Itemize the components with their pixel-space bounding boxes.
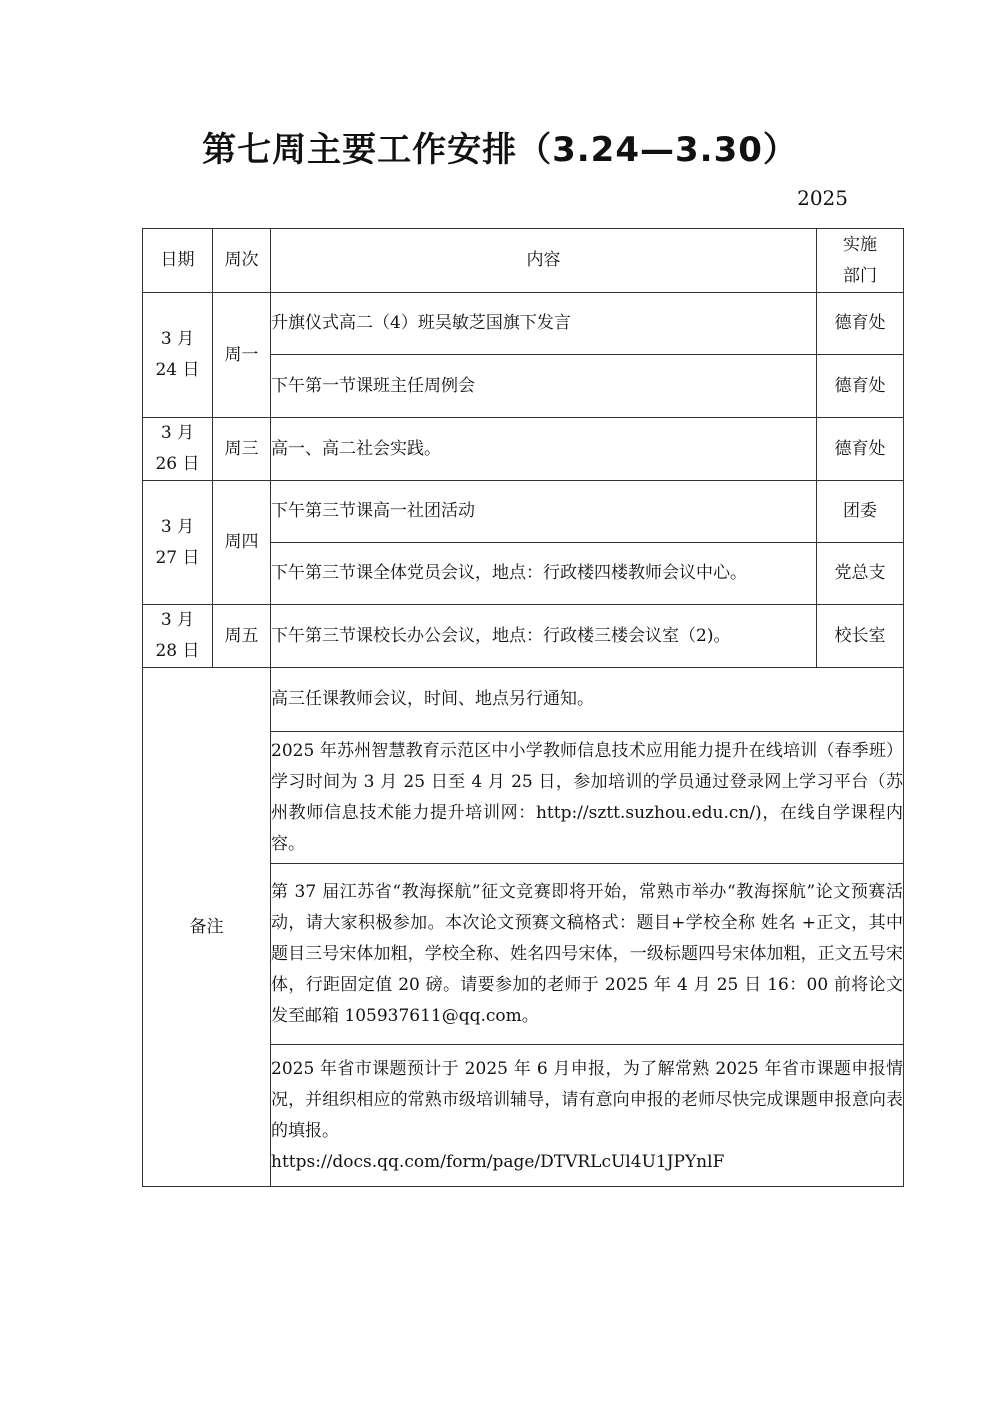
note-item — [271, 1045, 904, 1187]
week-cell: 周五 — [213, 605, 271, 668]
dept-cell: 团委 — [817, 481, 904, 543]
page-title: 第七周主要工作安排（3.24—3.30） — [202, 130, 798, 170]
note-text: 2025 年省市课题预计于 2025 年 6 月申报，为了解常熟 2025 年省市课题申报情况，并组织相应的常熟市级培训辅导，请有意向申报的老师尽快完成课题申报意向表的填报。 — [271, 1058, 903, 1141]
header-row — [143, 229, 904, 293]
dept-cell: 党总支 — [817, 543, 904, 605]
content-cell: 下午第三节课全体党员会议，地点：行政楼四楼教师会议中心。 — [271, 543, 817, 605]
date-month: 3 月 — [160, 610, 195, 630]
table-row — [143, 605, 904, 668]
date-cell — [143, 293, 213, 418]
form-link[interactable]: https://docs.qq.com/form/page/DTVRLcUl4U1JPYnlF — [271, 1151, 725, 1172]
week-cell: 周四 — [213, 481, 271, 605]
header-content: 内容 — [271, 229, 817, 293]
content-cell: 下午第一节课班主任周例会 — [271, 355, 817, 418]
header-date: 日期 — [143, 229, 213, 293]
notes-row — [143, 668, 904, 732]
year-label: 2025 — [797, 186, 848, 210]
note-item: 高三任课教师会议，时间、地点另行通知。 — [271, 668, 904, 732]
date-cell — [143, 481, 213, 605]
date-day: 28 日 — [155, 641, 200, 661]
content-cell: 升旗仪式高二（4）班吴敏芝国旗下发言 — [271, 293, 817, 355]
date-month: 3 月 — [160, 329, 195, 349]
date-day: 26 日 — [155, 454, 200, 474]
table-row — [143, 418, 904, 481]
date-cell — [143, 418, 213, 481]
date-cell — [143, 605, 213, 668]
dept-cell: 校长室 — [817, 605, 904, 668]
content-cell: 高一、高二社会实践。 — [271, 418, 817, 481]
content-cell: 下午第三节课高一社团活动 — [271, 481, 817, 543]
table-row — [143, 293, 904, 355]
notes-label: 备注 — [143, 668, 271, 1187]
header-dept-line1: 实施 — [843, 234, 877, 255]
week-cell: 周三 — [213, 418, 271, 481]
header-week: 周次 — [213, 229, 271, 293]
dept-cell: 德育处 — [817, 355, 904, 418]
header-dept — [817, 229, 904, 293]
header-dept-line2: 部门 — [843, 265, 877, 286]
schedule-table — [142, 228, 904, 1187]
date-day: 27 日 — [155, 547, 200, 568]
date-day: 24 日 — [155, 360, 200, 380]
note-item: 第 37 届江苏省“教海探航”征文竞赛即将开始，常熟市举办“教海探航”论文预赛活动，请大家积极参加。本次论文预赛文稿格式：题目+学校全称 姓名 +正文，其中题目三号宋体加粗，学校全称、姓名四号宋体，一级标题四号宋体加粗，正文五号宋体，行距固定值 20 磅。请要参加的老师于 2025 年 4 月 25 日 16：00 前将论文发至邮箱 105937611@qq.com。 — [271, 864, 904, 1045]
date-month: 3 月 — [160, 516, 195, 537]
table-row — [143, 481, 904, 543]
date-month: 3 月 — [160, 423, 195, 443]
dept-cell: 德育处 — [817, 293, 904, 355]
dept-cell: 德育处 — [817, 418, 904, 481]
note-item: 2025 年苏州智慧教育示范区中小学教师信息技术应用能力提升在线培训（春季班）学习时间为 3 月 25 日至 4 月 25 日，参加培训的学员通过登录网上学习平台（苏州教师信息技术能力提升培训网：http://sztt.suzhou.edu.cn/)，在线自学课程内容。 — [271, 732, 904, 864]
content-cell: 下午第三节课校长办公会议，地点：行政楼三楼会议室（2)。 — [271, 605, 817, 668]
week-cell: 周一 — [213, 293, 271, 418]
